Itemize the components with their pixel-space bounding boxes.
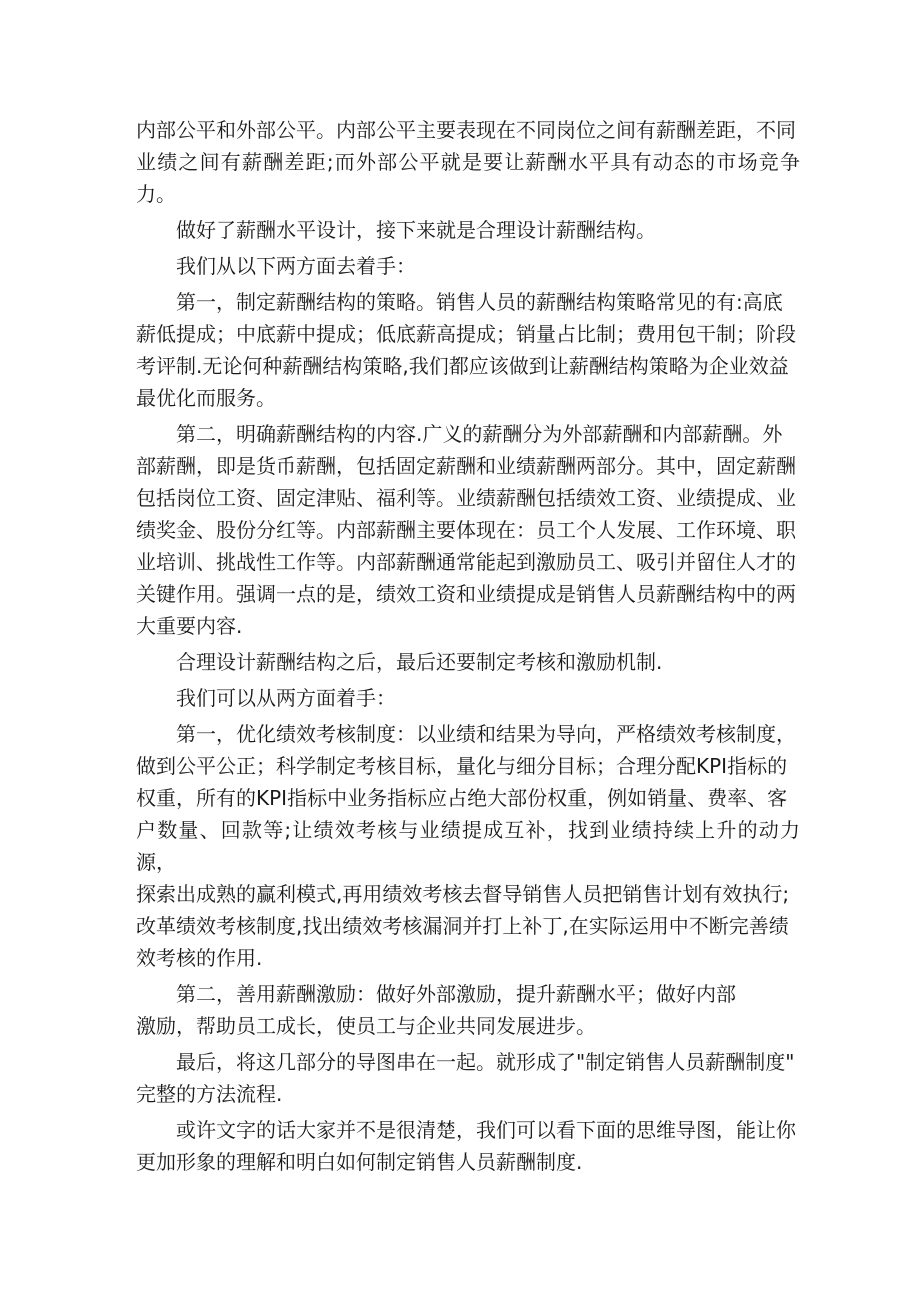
text-line: 效考核的作用. bbox=[136, 946, 263, 970]
text-line: 完整的方法流程. bbox=[136, 1082, 283, 1106]
text-line: 最优化而服务。 bbox=[136, 386, 276, 410]
paragraph bbox=[136, 250, 800, 282]
paragraph bbox=[136, 286, 800, 414]
paragraph bbox=[136, 646, 800, 678]
text-line: 业培训、挑战性工作等。内部薪酬通常能起到激励员工、吸引并留住人才的 bbox=[136, 550, 796, 574]
text-line: 做好了薪酬水平设计，接下来就是合理设计薪酬结构。 bbox=[176, 218, 656, 242]
text-line: 权重，所有的KPI指标中业务指标应占绝大部份权重，例如销量、费率、客 bbox=[136, 786, 788, 810]
text-line: 做到公平公正；科学制定考核目标，量化与细分目标；合理分配KPI指标的 bbox=[136, 754, 788, 778]
paragraph bbox=[136, 682, 800, 714]
paragraph bbox=[136, 718, 800, 974]
text-line: 薪低提成；中底薪中提成；低底薪高提成；销量占比制；费用包干制；阶段 bbox=[136, 322, 796, 346]
text-line: 更加形象的理解和明白如何制定销售人员薪酬制度. bbox=[136, 1150, 583, 1174]
text-line: 我们可以从两方面着手： bbox=[176, 686, 396, 710]
text-line: 业绩之间有薪酬差距;而外部公平就是要让薪酬水平具有动态的市场竞争力。 bbox=[136, 150, 800, 206]
paragraph bbox=[136, 978, 800, 1042]
paragraph bbox=[136, 114, 800, 210]
document-body bbox=[136, 114, 800, 1182]
paragraph bbox=[136, 214, 800, 246]
text-line: 探索出成熟的赢利模式,再用绩效考核去督导销售人员把销售计划有效执行; bbox=[136, 882, 790, 906]
paragraph bbox=[136, 1114, 800, 1178]
paragraph bbox=[136, 1046, 800, 1110]
text-line: 关键作用。强调一点的是，绩效工资和业绩提成是销售人员薪酬结构中的两 bbox=[136, 582, 796, 606]
text-line: 部薪酬，即是货币薪酬，包括固定薪酬和业绩薪酬两部分。其中，固定薪酬 bbox=[136, 454, 796, 478]
text-line: 第二，明确薪酬结构的内容.广义的薪酬分为外部薪酬和内部薪酬。外 bbox=[176, 422, 783, 446]
text-line: 改革绩效考核制度,找出绩效考核漏洞并打上补丁,在实际运用中不断完善绩 bbox=[136, 914, 789, 938]
text-line: 包括岗位工资、固定津贴、福利等。业绩薪酬包括绩效工资、业绩提成、业 bbox=[136, 486, 796, 510]
text-line: 第二，善用薪酬激励：做好外部激励，提升薪酬水平；做好内部 bbox=[176, 982, 736, 1006]
text-line: 我们从以下两方面去着手： bbox=[176, 254, 416, 278]
text-line: 或许文字的话大家并不是很清楚，我们可以看下面的思维导图，能让你 bbox=[176, 1118, 796, 1142]
text-line: 最后，将这几部分的导图串在一起。就形成了"制定销售人员薪酬制度" bbox=[176, 1050, 795, 1074]
text-line: 激励，帮助员工成长，使员工与企业共同发展进步。 bbox=[136, 1014, 596, 1038]
text-line: 第一，优化绩效考核制度：以业绩和结果为导向，严格绩效考核制度， bbox=[176, 722, 796, 746]
text-line: 考评制.无论何种薪酬结构策略,我们都应该做到让薪酬结构策略为企业效益 bbox=[136, 354, 789, 378]
text-line: 大重要内容. bbox=[136, 614, 243, 638]
text-line: 第一，制定薪酬结构的策略。销售人员的薪酬结构策略常见的有:高底 bbox=[176, 290, 783, 314]
paragraph bbox=[136, 418, 800, 642]
text-line: 绩奖金、股份分红等。内部薪酬主要体现在：员工个人发展、工作环境、职 bbox=[136, 518, 796, 542]
text-line: 内部公平和外部公平。内部公平主要表现在不同岗位之间有薪酬差距，不同 bbox=[136, 118, 796, 142]
text-line: 合理设计薪酬结构之后，最后还要制定考核和激励机制. bbox=[176, 650, 663, 674]
text-line: 户数量、回款等;让绩效考核与业绩提成互补，找到业绩持续上升的动力源， bbox=[136, 818, 800, 874]
